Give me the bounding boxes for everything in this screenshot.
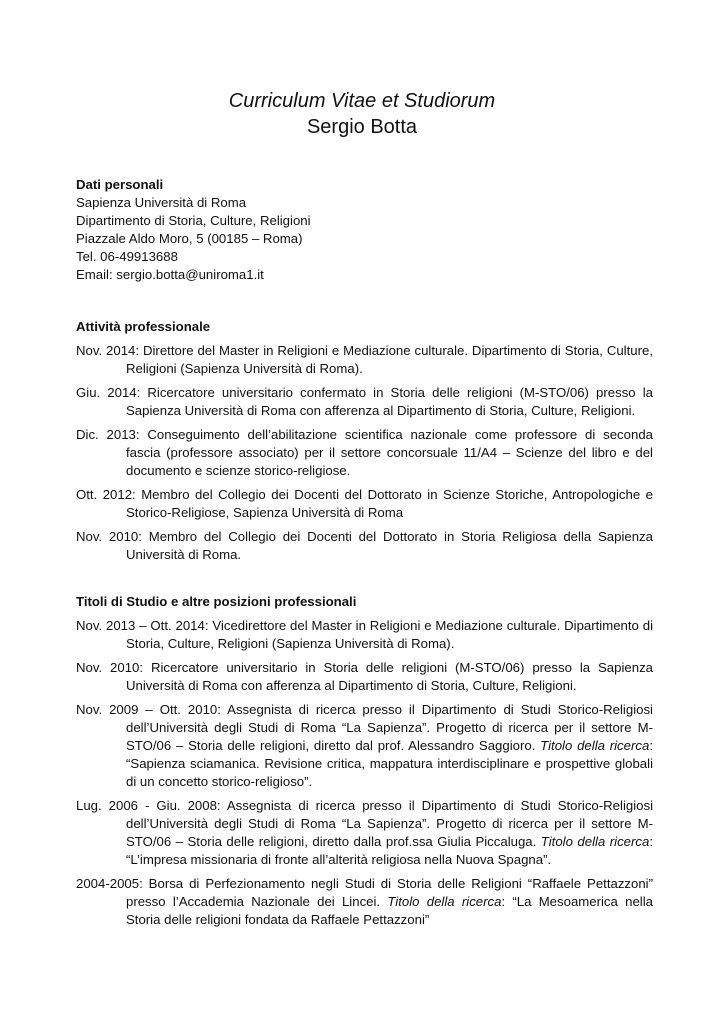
professional-section bbox=[76, 318, 653, 570]
personal-line: Sapienza Università di Roma bbox=[76, 195, 247, 210]
personal-data-section bbox=[76, 176, 653, 284]
section-heading-personal: Dati personali bbox=[76, 177, 164, 192]
list-item bbox=[76, 797, 653, 869]
entry-text-tail: : “L’impresa missionaria di fronte all’alterità religiosa nella Nuova Spagna”. bbox=[126, 834, 653, 867]
list-item bbox=[76, 617, 653, 653]
personal-line: Piazzale Aldo Moro, 5 (00185 – Roma) bbox=[76, 231, 303, 246]
list-item: Giu. 2014: Ricercatore universitario confermato in Storia delle religioni (M-STO/06) presso la Sapienza Università di Roma con afferenza al Dipartimento di Storia, Culture, Religioni. bbox=[76, 385, 653, 418]
list-item bbox=[76, 701, 653, 791]
list-item: Nov. 2014: Direttore del Master in Religioni e Mediazione culturale. Dipartimento di Storia, Culture, Religioni (Sapienza Università di Roma). bbox=[76, 343, 653, 376]
list-item bbox=[76, 659, 653, 695]
author-name: Sergio Botta bbox=[306, 116, 418, 138]
entry-text-tail: : “Sapienza sciamanica. Revisione critica, mappatura interdisciplinare e prospettive globali di un concetto storico-religioso”. bbox=[126, 738, 653, 789]
section-heading-studies: Titoli di Studio e altre posizioni professionali bbox=[76, 594, 357, 609]
cv-title: Curriculum Vitae et Studiorum bbox=[228, 90, 496, 112]
section-heading-professional: Attività professionale bbox=[76, 319, 211, 334]
list-item bbox=[76, 875, 653, 929]
entry-text: Lug. 2006 - Giu. 2008: Assegnista di ricerca presso il Dipartimento di Studi Storico-Religiosi dell’Università degli Studi di Roma “La Sapienza”. Progetto di ricerca per il settore M-STO/06 – Storia delle religioni, diretto dalla prof.ssa Giulia Piccaluga. bbox=[76, 798, 653, 849]
list-item: Nov. 2010: Membro del Collegio dei Docenti del Dottorato in Storia Religiosa della Sapienza Università di Roma. bbox=[76, 529, 653, 562]
entry-text: Nov. 2010: Ricercatore universitario in Storia delle religioni (M-STO/06) presso la Sapienza Università di Roma con afferenza al Dipartimento di Storia, Culture, Religioni. bbox=[76, 660, 653, 693]
document-title bbox=[0, 88, 724, 140]
list-item: Dic. 2013: Conseguimento dell’abilitazione scientifica nazionale come professore di seconda fascia (professore associato) per il settore concorsuale 11/A4 – Scienze del libro e del documento e scienze storico-religiose. bbox=[76, 427, 653, 478]
studies-section bbox=[76, 593, 653, 935]
entry-text: 2004-2005: Borsa di Perfezionamento negli Studi di Storia delle Religioni “Raffaele Pettazzoni” presso l’Accademia Nazionale dei Lincei. bbox=[76, 876, 653, 909]
entry-italic: Titolo della ricerca bbox=[540, 834, 650, 849]
list-item: Ott. 2012: Membro del Collegio dei Docenti del Dottorato in Scienze Storiche, Antropologiche e Storico-Religiose, Sapienza Università di Roma bbox=[76, 487, 653, 520]
entry-text: Nov. 2009 – Ott. 2010: Assegnista di ricerca presso il Dipartimento di Studi Storico-Religiosi dell’Università degli Studi di Roma “La Sapienza”. Progetto di ricerca per il settore M-STO/06 – Storia delle religioni, diretto dal prof. Alessandro Saggioro. bbox=[76, 702, 653, 753]
personal-line: Tel. 06-49913688 bbox=[76, 249, 178, 264]
personal-email: Email: sergio.botta@uniroma1.it bbox=[76, 267, 264, 282]
personal-line: Dipartimento di Storia, Culture, Religioni bbox=[76, 213, 311, 228]
entry-italic: Titolo della ricerca bbox=[387, 894, 502, 909]
entry-text: Nov. 2013 – Ott. 2014: Vicedirettore del Master in Religioni e Mediazione culturale. Dipartimento di Storia, Culture, Religioni (Sapienza Università di Roma). bbox=[76, 618, 653, 651]
entry-italic: Titolo della ricerca bbox=[540, 738, 650, 753]
entry-text-tail: : “La Mesoamerica nella Storia delle religioni fondata da Raffaele Pettazzoni” bbox=[126, 894, 653, 927]
